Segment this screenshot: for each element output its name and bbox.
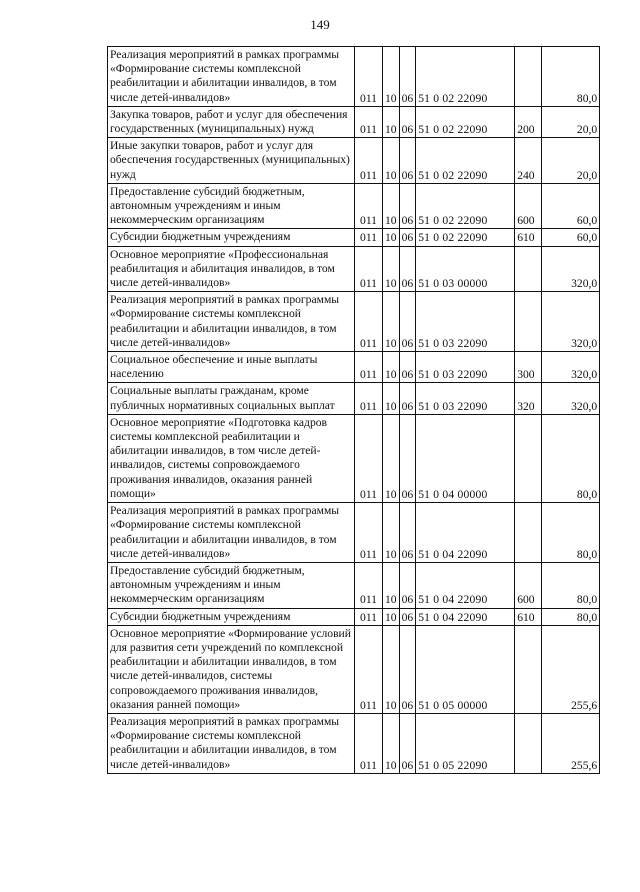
ministry-code-cell: 011 — [355, 138, 383, 184]
subsection-code-cell: 06 — [399, 292, 416, 352]
table-row — [108, 183, 600, 229]
amount-cell: 320,0 — [542, 292, 600, 352]
amount-cell: 320,0 — [542, 383, 600, 414]
expense-type-code-cell: 610 — [515, 608, 542, 625]
table-row — [108, 503, 600, 563]
ministry-code-cell: 011 — [355, 229, 383, 246]
expense-name-cell: Субсидии бюджетным учреждениям — [108, 608, 355, 625]
expense-name-cell: Предоставление субсидий бюджетным, автономным учреждениям и иным некоммерческим организациям — [108, 562, 355, 608]
expense-name-cell: Субсидии бюджетным учреждениям — [108, 229, 355, 246]
target-article-code-cell: 51 0 02 22090 — [416, 47, 515, 107]
expense-type-code-cell: 600 — [515, 183, 542, 229]
ministry-code-cell: 011 — [355, 183, 383, 229]
section-code-cell: 10 — [383, 47, 400, 107]
expense-type-code-cell — [515, 713, 542, 773]
subsection-code-cell: 06 — [399, 47, 416, 107]
section-code-cell: 10 — [383, 246, 400, 292]
expense-type-code-cell: 200 — [515, 106, 542, 137]
expense-type-code-cell: 320 — [515, 383, 542, 414]
section-code-cell: 10 — [383, 625, 400, 713]
subsection-code-cell: 06 — [399, 383, 416, 414]
table-row — [108, 625, 600, 713]
subsection-code-cell: 06 — [399, 246, 416, 292]
expense-type-code-cell: 240 — [515, 138, 542, 184]
target-article-code-cell: 51 0 05 00000 — [416, 625, 515, 713]
subsection-code-cell: 06 — [399, 229, 416, 246]
subsection-code-cell: 06 — [399, 138, 416, 184]
ministry-code-cell: 011 — [355, 625, 383, 713]
section-code-cell: 10 — [383, 383, 400, 414]
amount-cell: 80,0 — [542, 608, 600, 625]
section-code-cell: 10 — [383, 713, 400, 773]
ministry-code-cell: 011 — [355, 503, 383, 563]
section-code-cell: 10 — [383, 183, 400, 229]
target-article-code-cell: 51 0 04 22090 — [416, 608, 515, 625]
ministry-code-cell: 011 — [355, 292, 383, 352]
section-code-cell: 10 — [383, 138, 400, 184]
ministry-code-cell: 011 — [355, 352, 383, 383]
table-row — [108, 106, 600, 137]
amount-cell: 20,0 — [542, 138, 600, 184]
budget-table — [107, 46, 600, 774]
section-code-cell: 10 — [383, 503, 400, 563]
expense-type-code-cell — [515, 292, 542, 352]
ministry-code-cell: 011 — [355, 414, 383, 502]
subsection-code-cell: 06 — [399, 503, 416, 563]
ministry-code-cell: 011 — [355, 246, 383, 292]
amount-cell: 80,0 — [542, 562, 600, 608]
table-row — [108, 608, 600, 625]
expense-name-cell: Основное мероприятие «Подготовка кадров системы комплексной реабилитации и абилитации инвалидов, в том числе детей-инвалидов, системы сопровождаемого проживания инвалидов, оказания ранней помощи» — [108, 414, 355, 502]
ministry-code-cell: 011 — [355, 383, 383, 414]
subsection-code-cell: 06 — [399, 106, 416, 137]
expense-name-cell: Иные закупки товаров, работ и услуг для обеспечения государственных (муниципальных) нужд — [108, 138, 355, 184]
table-row — [108, 414, 600, 502]
target-article-code-cell: 51 0 05 22090 — [416, 713, 515, 773]
amount-cell: 20,0 — [542, 106, 600, 137]
section-code-cell: 10 — [383, 608, 400, 625]
page-number: 149 — [310, 17, 330, 32]
section-code-cell: 10 — [383, 106, 400, 137]
expense-type-code-cell — [515, 625, 542, 713]
amount-cell: 320,0 — [542, 246, 600, 292]
ministry-code-cell: 011 — [355, 562, 383, 608]
subsection-code-cell: 06 — [399, 562, 416, 608]
subsection-code-cell: 06 — [399, 625, 416, 713]
subsection-code-cell: 06 — [399, 414, 416, 502]
amount-cell: 80,0 — [542, 47, 600, 107]
expense-name-cell: Основное мероприятие «Профессиональная реабилитация и абилитация инвалидов, в том числе детей-инвалидов» — [108, 246, 355, 292]
amount-cell: 255,6 — [542, 713, 600, 773]
expense-type-code-cell: 300 — [515, 352, 542, 383]
amount-cell: 60,0 — [542, 183, 600, 229]
section-code-cell: 10 — [383, 414, 400, 502]
expense-type-code-cell: 600 — [515, 562, 542, 608]
expense-name-cell: Реализация мероприятий в рамках программы «Формирование системы комплексной реабилитации и абилитации инвалидов, в том числе детей-инвалидов» — [108, 713, 355, 773]
target-article-code-cell: 51 0 02 22090 — [416, 229, 515, 246]
ministry-code-cell: 011 — [355, 713, 383, 773]
table-row — [108, 352, 600, 383]
expense-type-code-cell — [515, 246, 542, 292]
target-article-code-cell: 51 0 02 22090 — [416, 106, 515, 137]
target-article-code-cell: 51 0 04 22090 — [416, 503, 515, 563]
expense-type-code-cell: 610 — [515, 229, 542, 246]
section-code-cell: 10 — [383, 352, 400, 383]
amount-cell: 255,6 — [542, 625, 600, 713]
table-row — [108, 713, 600, 773]
subsection-code-cell: 06 — [399, 608, 416, 625]
amount-cell: 80,0 — [542, 414, 600, 502]
section-code-cell: 10 — [383, 562, 400, 608]
section-code-cell: 10 — [383, 229, 400, 246]
target-article-code-cell: 51 0 03 22090 — [416, 292, 515, 352]
expense-type-code-cell — [515, 503, 542, 563]
table-row — [108, 229, 600, 246]
target-article-code-cell: 51 0 03 00000 — [416, 246, 515, 292]
amount-cell: 320,0 — [542, 352, 600, 383]
table-body — [108, 47, 600, 774]
subsection-code-cell: 06 — [399, 713, 416, 773]
expense-name-cell: Основное мероприятие «Формирование условий для развития сети учреждений по комплексной реабилитации и абилитации инвалидов, в том числе детей-инвалидов, системы сопровождаемого проживания инвалидов, оказания ранней помощи» — [108, 625, 355, 713]
amount-cell: 60,0 — [542, 229, 600, 246]
target-article-code-cell: 51 0 04 00000 — [416, 414, 515, 502]
table-row — [108, 383, 600, 414]
table-row — [108, 292, 600, 352]
amount-cell: 80,0 — [542, 503, 600, 563]
target-article-code-cell: 51 0 02 22090 — [416, 183, 515, 229]
table-row — [108, 246, 600, 292]
ministry-code-cell: 011 — [355, 47, 383, 107]
expense-name-cell: Социальные выплаты гражданам, кроме публичных нормативных социальных выплат — [108, 383, 355, 414]
expense-type-code-cell — [515, 414, 542, 502]
table-row — [108, 138, 600, 184]
table-row — [108, 47, 600, 107]
ministry-code-cell: 011 — [355, 608, 383, 625]
target-article-code-cell: 51 0 02 22090 — [416, 138, 515, 184]
subsection-code-cell: 06 — [399, 183, 416, 229]
table-row — [108, 562, 600, 608]
expense-name-cell: Реализация мероприятий в рамках программы «Формирование системы комплексной реабилитации и абилитации инвалидов, в том числе детей-инвалидов» — [108, 47, 355, 107]
expense-name-cell: Закупка товаров, работ и услуг для обеспечения государственных (муниципальных) нужд — [108, 106, 355, 137]
subsection-code-cell: 06 — [399, 352, 416, 383]
expense-name-cell: Социальное обеспечение и иные выплаты населению — [108, 352, 355, 383]
expense-name-cell: Реализация мероприятий в рамках программы «Формирование системы комплексной реабилитации и абилитации инвалидов, в том числе детей-инвалидов» — [108, 503, 355, 563]
expense-type-code-cell — [515, 47, 542, 107]
section-code-cell: 10 — [383, 292, 400, 352]
target-article-code-cell: 51 0 03 22090 — [416, 352, 515, 383]
expense-name-cell: Реализация мероприятий в рамках программы «Формирование системы комплексной реабилитации и абилитации инвалидов, в том числе детей-инвалидов» — [108, 292, 355, 352]
ministry-code-cell: 011 — [355, 106, 383, 137]
target-article-code-cell: 51 0 04 22090 — [416, 562, 515, 608]
target-article-code-cell: 51 0 03 22090 — [416, 383, 515, 414]
expense-name-cell: Предоставление субсидий бюджетным, автономным учреждениям и иным некоммерческим организациям — [108, 183, 355, 229]
